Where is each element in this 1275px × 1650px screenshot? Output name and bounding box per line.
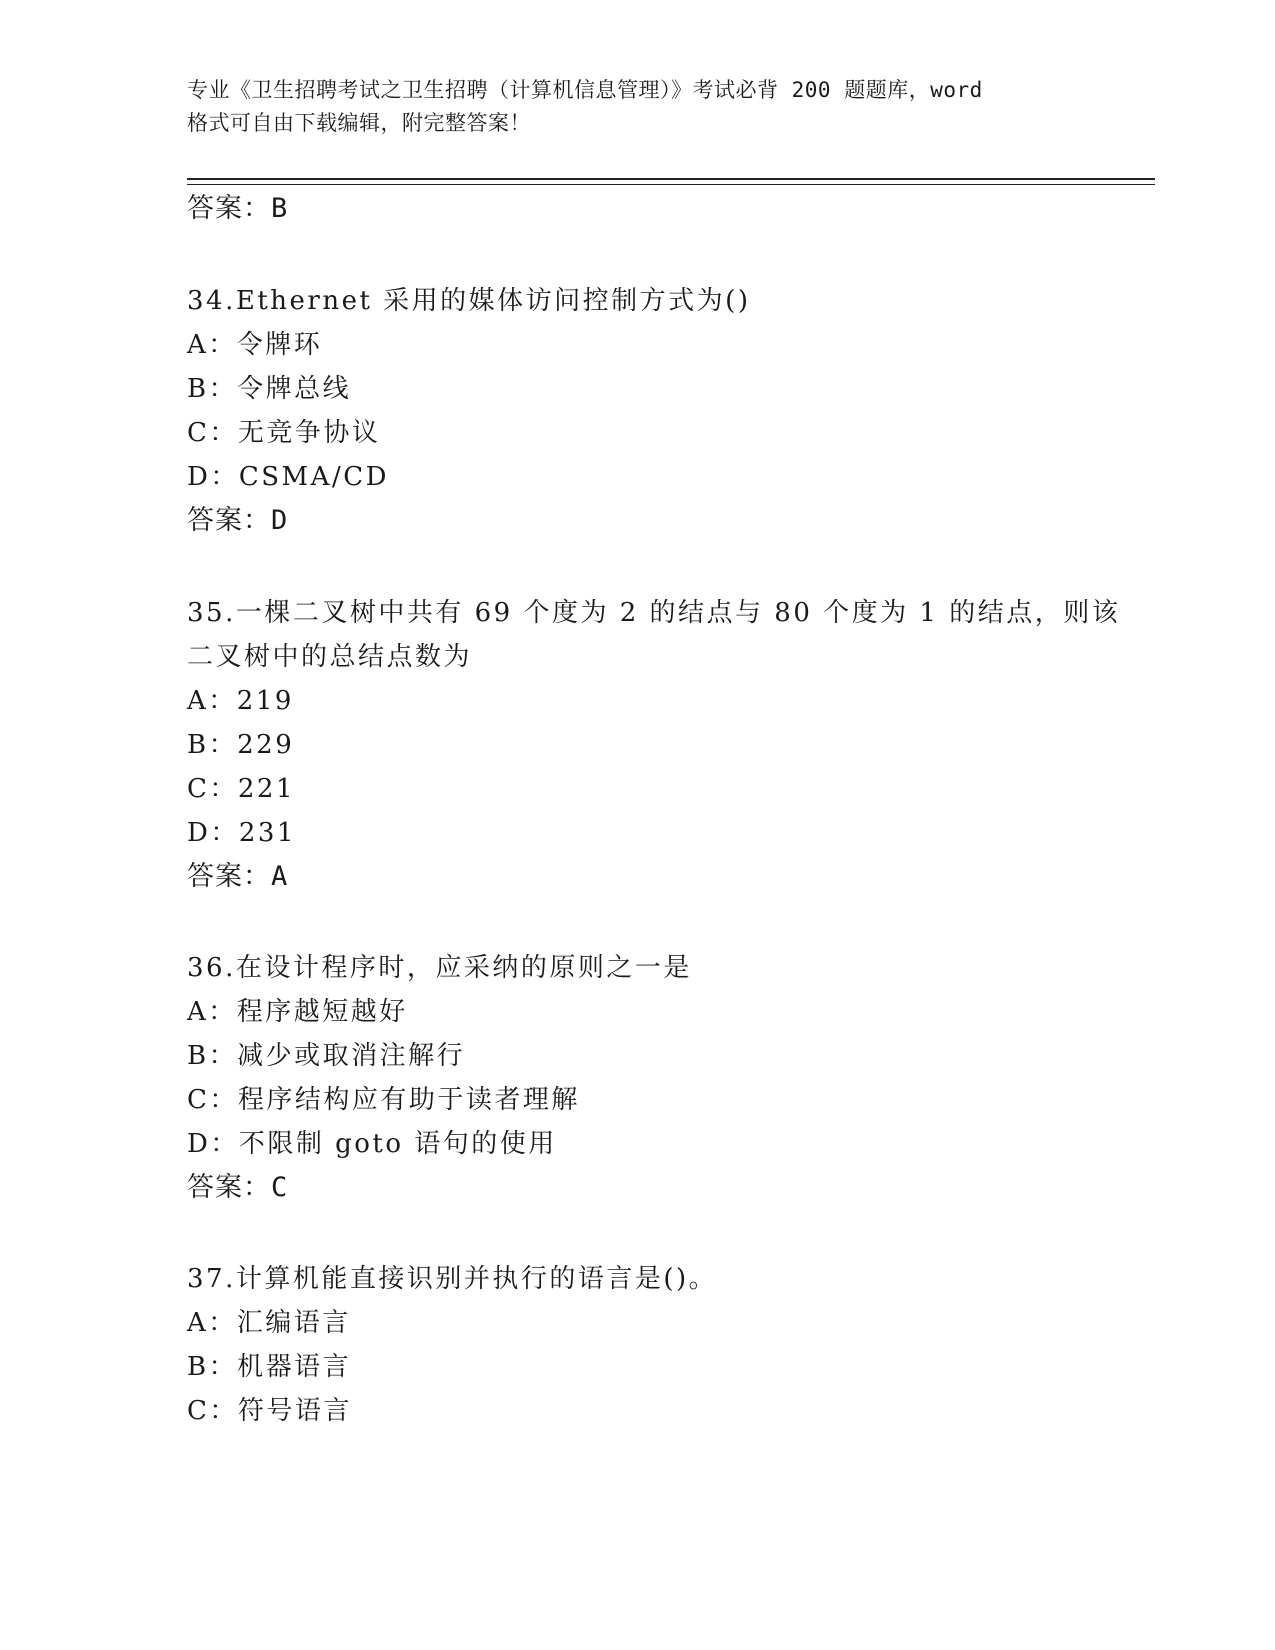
option-line: D：不限制 goto 语句的使用 (187, 1129, 557, 1159)
option-line: A：程序越短越好 (187, 997, 408, 1027)
option-line: A：令牌环 (187, 330, 323, 360)
option-line: B：229 (187, 730, 295, 760)
option-line: D：CSMA/CD (187, 462, 389, 492)
answer-line: 答案：C (187, 1172, 289, 1203)
question-stem: 34.Ethernet 采用的媒体访问控制方式为() (187, 286, 751, 316)
option-line: C：程序结构应有助于读者理解 (187, 1085, 580, 1115)
option-line: C：无竞争协议 (187, 418, 381, 448)
option-line: A：汇编语言 (187, 1308, 351, 1338)
question-stem-continuation: 二叉树中的总结点数为 (187, 642, 473, 672)
option-line: C：符号语言 (187, 1396, 352, 1426)
question-stem: 35.一棵二叉树中共有 69 个度为 2 的结点与 80 个度为 1 的结点，则该 (187, 598, 1121, 628)
option-line: B：减少或取消注解行 (187, 1041, 466, 1071)
answer-line: 答案：A (187, 861, 289, 892)
header-divider-thin (187, 184, 1155, 185)
option-line: B：令牌总线 (187, 374, 352, 404)
answer-line: 答案：B (187, 193, 289, 224)
question-stem: 37.计算机能直接识别并执行的语言是()。 (187, 1264, 718, 1294)
answer-line: 答案：D (187, 505, 289, 536)
option-line: D：231 (187, 818, 296, 848)
option-line: B：机器语言 (187, 1352, 352, 1382)
option-line: A：219 (187, 686, 294, 716)
question-stem: 36.在设计程序时，应采纳的原则之一是 (187, 953, 692, 983)
header-line-1: 专业《卫生招聘考试之卫生招聘（计算机信息管理）》考试必背 200 题题库，word (187, 78, 983, 102)
option-line: C：221 (187, 774, 296, 804)
header-line-2: 格式可自由下载编辑，附完整答案！ (187, 111, 531, 135)
document-header (187, 74, 1107, 140)
header-divider-thick (187, 178, 1155, 180)
